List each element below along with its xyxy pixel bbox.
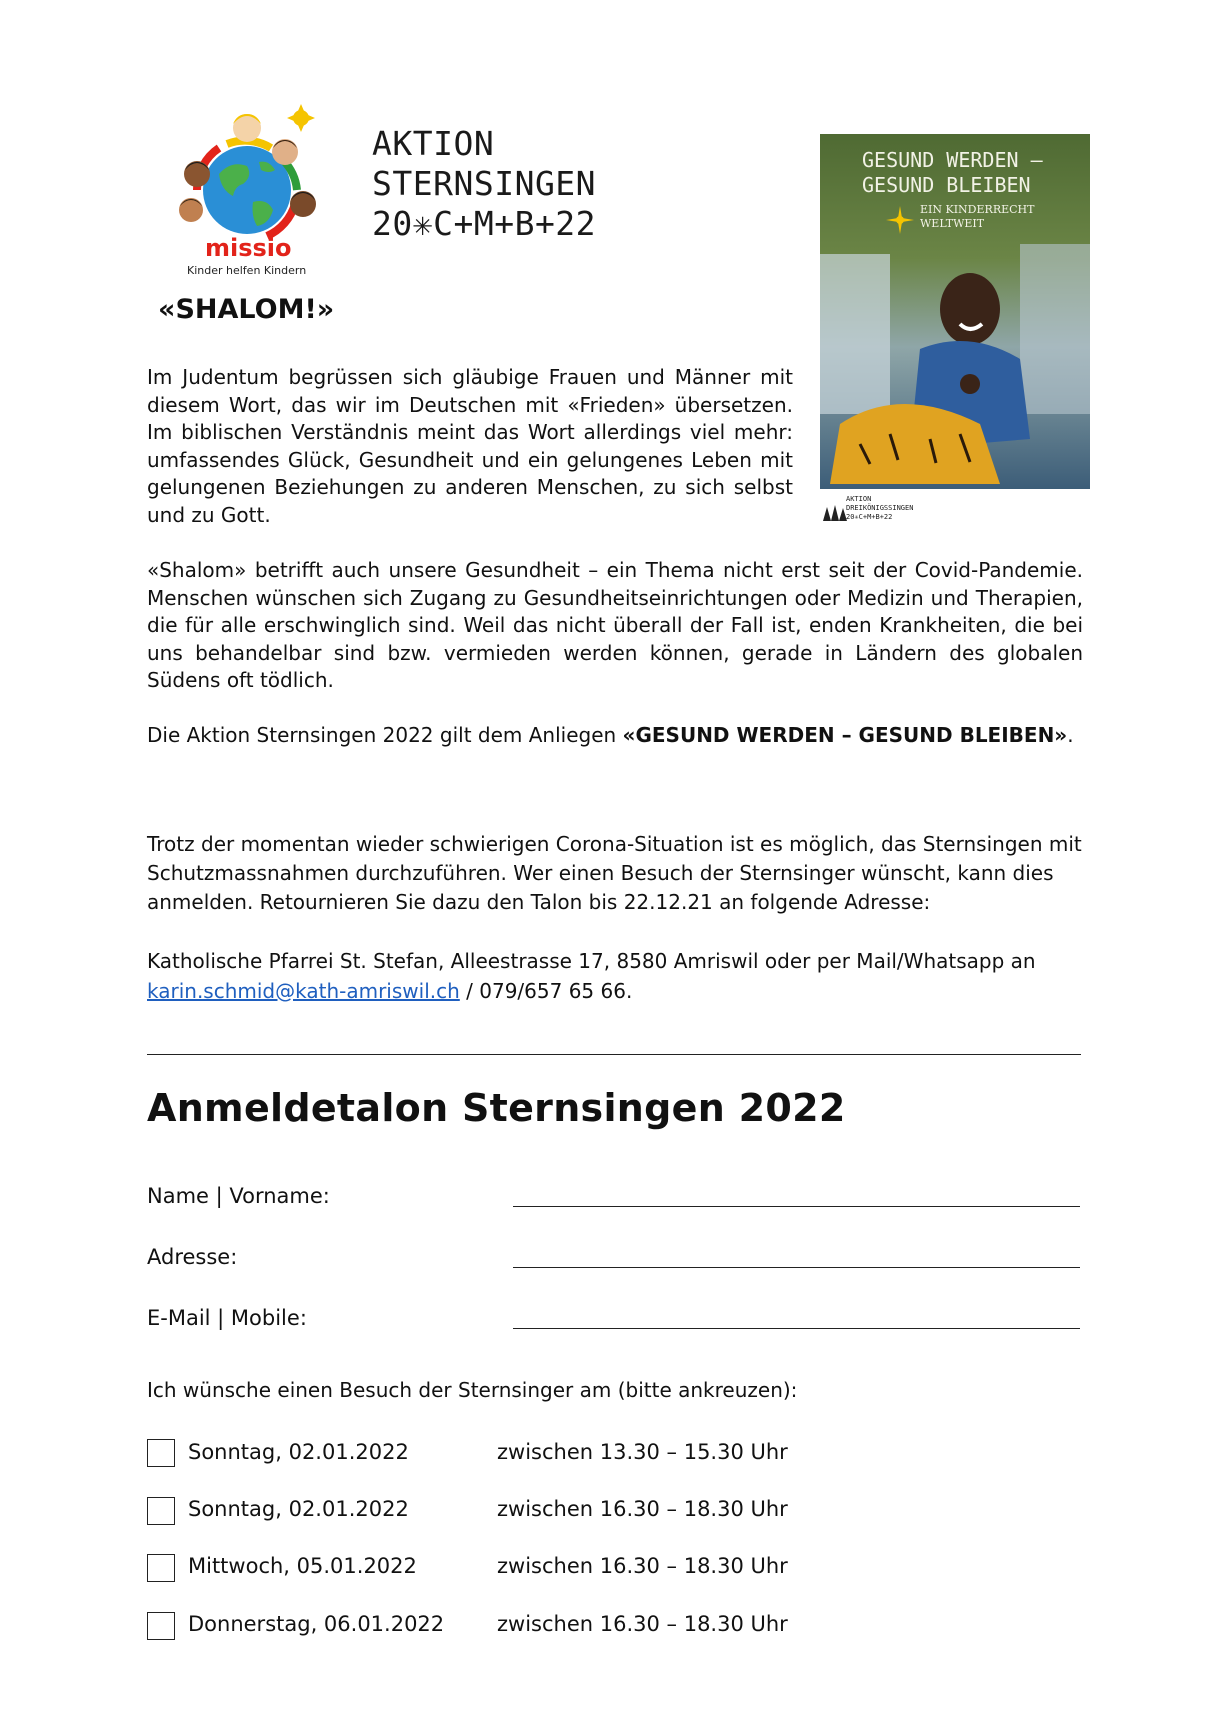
p3-suffix: . bbox=[1067, 723, 1074, 747]
option-4-time: zwischen 16.30 – 18.30 Uhr bbox=[497, 1612, 788, 1636]
field-label-email: E-Mail | Mobile: bbox=[147, 1306, 307, 1330]
p3-motto: «GESUND WERDEN – GESUND BLEIBEN» bbox=[622, 723, 1068, 747]
shalom-heading: «SHALOM!» bbox=[158, 294, 335, 325]
address-paragraph bbox=[147, 946, 1083, 1006]
field-line-email[interactable] bbox=[513, 1328, 1080, 1329]
intro-paragraph-3 bbox=[147, 722, 1083, 750]
option-2-time: zwischen 16.30 – 18.30 Uhr bbox=[497, 1497, 788, 1521]
option-2-day: Sonntag, 02.01.2022 bbox=[188, 1497, 409, 1521]
option-3-day: Mittwoch, 05.01.2022 bbox=[188, 1554, 417, 1578]
option-1-day: Sonntag, 02.01.2022 bbox=[188, 1440, 409, 1464]
checkbox-option-4[interactable] bbox=[147, 1612, 175, 1640]
checkbox-option-3[interactable] bbox=[147, 1554, 175, 1582]
checkbox-option-1[interactable] bbox=[147, 1439, 175, 1467]
missio-tagline-text: Kinder helfen Kindern bbox=[187, 264, 307, 277]
field-label-address: Adresse: bbox=[147, 1245, 238, 1269]
intro-paragraph-4: Trotz der momentan wieder schwierigen Corona-Situation ist es möglich, das Sternsingen mit Schutzmassnahmen durchzuführen. Wer einen Besuch der Sternsinger wünscht, kann dies anmelden. Retournieren Sie dazu den Talon bis 22.12.21 an folgende Adresse: bbox=[147, 832, 1082, 914]
option-3-time: zwischen 16.30 – 18.30 Uhr bbox=[497, 1554, 788, 1578]
form-title: Anmeldetalon Sternsingen 2022 bbox=[147, 1086, 846, 1130]
option-4-day: Donnerstag, 06.01.2022 bbox=[188, 1612, 445, 1636]
field-line-name[interactable] bbox=[513, 1206, 1080, 1207]
poster-footer-1: AKTION bbox=[846, 495, 872, 503]
checkbox-option-2[interactable] bbox=[147, 1497, 175, 1525]
option-1-time: zwischen 13.30 – 15.30 Uhr bbox=[497, 1440, 788, 1464]
address-line: Katholische Pfarrei St. Stefan, Alleestrasse 17, 8580 Amriswil oder per Mail/Whatsapp an bbox=[147, 949, 1036, 973]
aktion-line-1: AKTION bbox=[372, 124, 495, 163]
missio-logo bbox=[167, 104, 347, 280]
phone-text: / 079/657 65 66. bbox=[459, 979, 633, 1003]
intro-paragraph-1: Im Judentum begrüssen sich gläubige Frauen und Männer mit diesem Wort, das wir im Deutschen mit «Frieden» übersetzen. Im biblischen Verständnis meint das Wort allerdings viel mehr: umfassendes Glück, Gesundheit und ein gelungenes Leben mit gelungenen Beziehungen zu anderen Menschen, zu sich selbst und zu Gott. bbox=[147, 365, 793, 527]
poster-sub-1: EIN KINDERRECHT bbox=[920, 203, 1035, 216]
aktion-line-2: STERNSINGEN bbox=[372, 164, 597, 203]
campaign-poster-image bbox=[820, 134, 1090, 525]
poster-headline-2: GESUND BLEIBEN bbox=[862, 173, 1031, 197]
missio-logo-graphic bbox=[167, 104, 347, 280]
aktion-line-3: 20✳C+M+B+22 bbox=[372, 204, 597, 243]
email-link[interactable]: karin.schmid@kath-amriswil.ch bbox=[147, 979, 460, 1003]
p3-prefix: Die Aktion Sternsingen 2022 gilt dem Anliegen bbox=[147, 723, 623, 747]
campaign-poster bbox=[820, 134, 1090, 525]
poster-sub-2: WELTWEIT bbox=[920, 217, 985, 230]
field-line-address[interactable] bbox=[513, 1267, 1080, 1268]
poster-headline-1: GESUND WERDEN – bbox=[862, 148, 1043, 172]
section-divider bbox=[147, 1054, 1081, 1055]
missio-brand-text: missio bbox=[205, 234, 292, 262]
poster-footer-3: 20✳C+M+B+22 bbox=[846, 513, 893, 521]
poster-footer-2: DREIKÖNIGSSINGEN bbox=[846, 504, 914, 512]
visit-prompt: Ich wünsche einen Besuch der Sternsinger am (bitte ankreuzen): bbox=[147, 1378, 798, 1402]
field-label-name: Name | Vorname: bbox=[147, 1184, 330, 1208]
aktion-sternsingen-heading bbox=[372, 124, 596, 244]
intro-paragraph-2: «Shalom» betrifft auch unsere Gesundheit – ein Thema nicht erst seit der Covid-Pandemie. Menschen wünschen sich Zugang zu Gesundheitseinrichtungen oder Medizin und Therapien, die für alle erschwinglich sind. Weil das nicht überall der Fall ist, enden Krankheiten, die bei uns behandelbar sind bzw. vermieden werden können, gerade in Ländern des globalen Südens oft tödlich. bbox=[147, 558, 1083, 692]
